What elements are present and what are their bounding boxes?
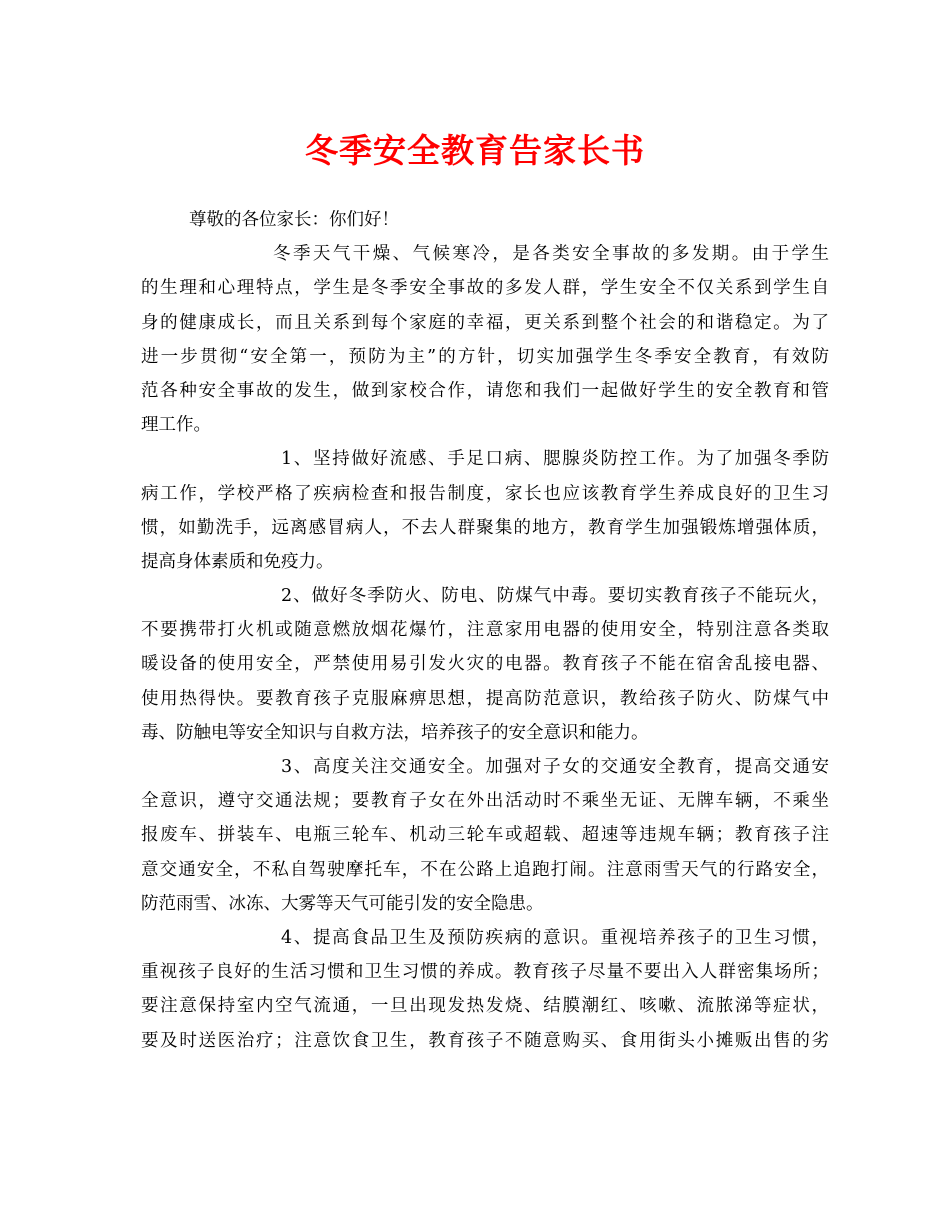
paragraph-4-line-1: 3、高度关注交通安全。加强对子女的交通安全教育，提高交通安 — [281, 757, 829, 777]
paragraph-3-line-4: 使用热得快。要教育孩子克服麻痹思想，提高防范意识，教给孩子防火、防煤气中 — [141, 688, 829, 709]
paragraph-5-line-3: 要注意保持室内空气流通，一旦出现发热发烧、结膜潮红、咳嗽、流脓涕等症状， — [141, 996, 829, 1017]
paragraph-1-line-3: 身的健康成长，而且关系到每个家庭的幸福，更关系到整个社会的和谐稳定。为了 — [141, 312, 829, 333]
paragraph-3-line-1: 2、做好冬季防火、防电、防煤气中毒。要切实教育孩子不能玩火， — [281, 586, 829, 607]
salutation: 尊敬的各位家长：你们好！ — [189, 210, 399, 230]
paragraph-1-line-1: 冬季天气干燥、气候寒冷，是各类安全事故的多发期。由于学生 — [273, 244, 829, 265]
paragraph-5-line-2: 重视孩子良好的生活习惯和卫生习惯的养成。教育孩子尽量不要出入人群密集场所； — [141, 962, 829, 983]
paragraph-4-line-2: 全意识，遵守交通法规；要教育子女在外出活动时不乘坐无证、无牌车辆，不乘坐 — [141, 791, 829, 812]
document-title: 冬季安全教育告家长书 — [305, 131, 645, 170]
document-body — [141, 203, 829, 1058]
paragraph-5-line-1: 4、提高食品卫生及预防疾病的意识。重视培养孩子的卫生习惯， — [281, 927, 829, 948]
paragraph-2-line-2: 病工作，学校严格了疾病检查和报告制度，家长也应该教育学生养成良好的卫生习 — [141, 483, 829, 504]
paragraph-2-line-1: 1、坚持做好流感、手足口病、腮腺炎防控工作。为了加强冬季防 — [281, 449, 829, 470]
paragraph-3-line-5: 毒、防触电等安全知识与自救方法，培养孩子的安全意识和能力。 — [141, 722, 649, 743]
paragraph-4-line-5: 防范雨雪、冰冻、大雾等天气可能引发的安全隐患。 — [141, 893, 544, 914]
paragraph-5-line-4: 要及时送医治疗；注意饮食卫生，教育孩子不随意购买、食用街头小摊贩出售的劣 — [141, 1030, 829, 1051]
paragraph-4-line-4: 意交通安全，不私自驾驶摩托车，不在公路上追跑打闹。注意雨雪天气的行路安全， — [141, 859, 829, 880]
paragraph-3-line-2: 不要携带打火机或随意燃放烟花爆竹，注意家用电器的使用安全，特别注意各类取 — [141, 620, 829, 641]
paragraph-1-line-6: 理工作。 — [141, 415, 211, 436]
paragraph-3-line-3: 暖设备的使用安全，严禁使用易引发火灾的电器。教育孩子不能在宿舍乱接电器、 — [141, 654, 829, 675]
paragraph-2-line-4: 提高身体素质和免疫力。 — [141, 551, 334, 572]
paragraph-4-line-3: 报废车、拼装车、电瓶三轮车、机动三轮车或超载、超速等违规车辆；教育孩子注 — [141, 825, 829, 846]
paragraph-1-line-2: 的生理和心理特点，学生是冬季安全事故的多发人群，学生安全不仅关系到学生自 — [141, 278, 829, 299]
paragraph-2-line-3: 惯，如勤洗手，远离感冒病人，不去人群聚集的地方，教育学生加强锻炼增强体质， — [141, 517, 829, 538]
paragraph-1-line-5: 范各种安全事故的发生，做到家校合作，请您和我们一起做好学生的安全教育和管 — [141, 380, 829, 401]
paragraph-1-line-4: 进一步贯彻“安全第一，预防为主”的方针，切实加强学生冬季安全教育，有效防 — [141, 346, 829, 367]
